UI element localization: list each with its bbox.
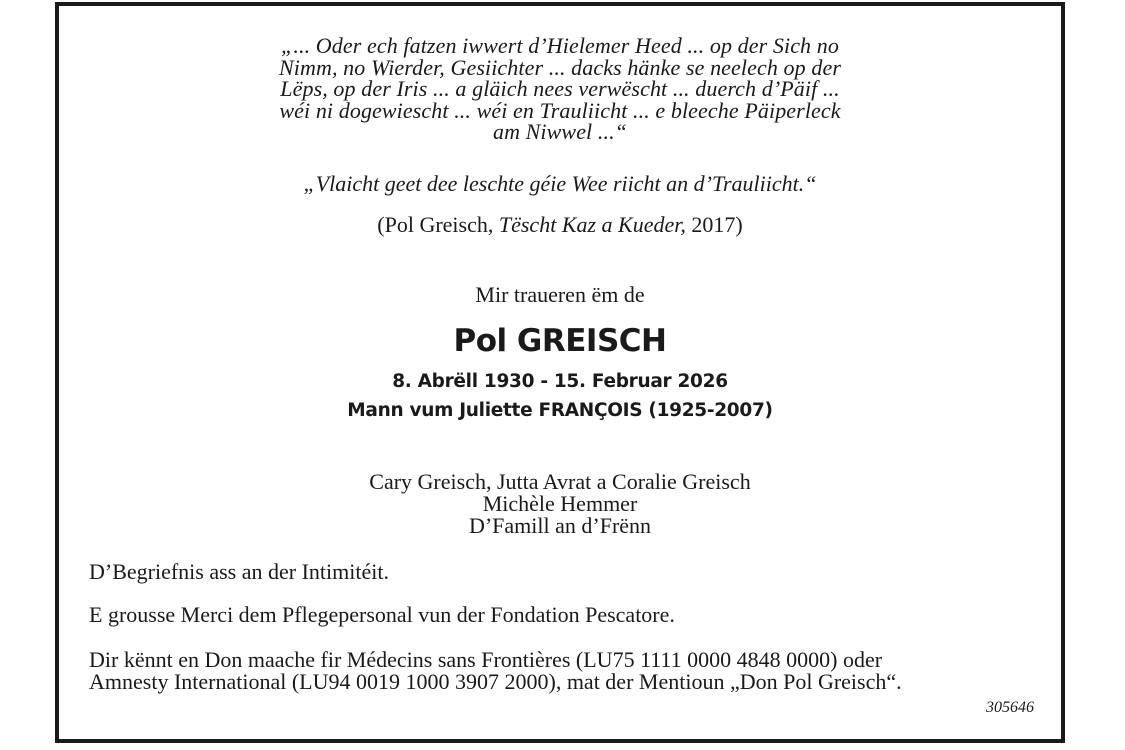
donation-note <box>89 649 902 693</box>
family-member: D’Famill an d’Frënn <box>468 513 652 538</box>
second-quote: „Vlaicht geet dee leschte géie Wee riicht an d’Trauliicht.“ <box>303 171 817 196</box>
obituary-notice <box>55 2 1065 743</box>
citation-book-title: Tëscht Kaz a Kueder, <box>498 212 686 237</box>
quote-line: Nimm, no Wierder, Gesiichter ... dacks hänke se neelech op der <box>279 54 841 80</box>
quote-line: wéi ni dogewiescht ... wéi en Trauliicht ... e bleeche Päiperleck <box>279 97 841 123</box>
quote-citation <box>59 213 1061 237</box>
quote-line: „... Oder ech fatzen iwwert d’Hielemer Heed ... op der Sich no <box>281 33 839 58</box>
reference-number: 305646 <box>986 699 1034 716</box>
deceased-name: Pol GREISCH <box>453 323 667 359</box>
thanks-note: E grousse Merci dem Pflegepersonal vun der Fondation Pescatore. <box>89 602 675 627</box>
family-member: Michèle Hemmer <box>482 491 638 516</box>
family-list <box>59 471 1061 537</box>
spouse-line: Mann vum Juliette FRANÇOIS (1925-2007) <box>347 400 773 421</box>
donation-line: Amnesty International (LU94 0019 1000 3907 2000), mat der Mentioun „Don Pol Greisch“. <box>89 669 902 694</box>
family-member: Cary Greisch, Jutta Avrat a Coralie Greisch <box>369 469 751 494</box>
mourning-intro: Mir traueren ëm de <box>475 282 645 307</box>
quote-line: am Niwwel ...“ <box>492 119 628 144</box>
poem-quote <box>59 35 1061 143</box>
burial-note: D’Begriefnis ass an der Intimitéit. <box>89 559 389 584</box>
citation-author: (Pol Greisch, <box>377 212 499 237</box>
quote-line: Lëps, op der Iris ... a gläich nees verwëscht ... duerch d’Päif ... <box>280 76 840 101</box>
citation-year: 2017) <box>685 212 743 237</box>
donation-line: Dir kënnt en Don maache fir Médecins sans Frontières (LU75 1111 0000 4848 0000) oder <box>89 647 883 672</box>
life-dates: 8. Abrëll 1930 - 15. Februar 2026 <box>392 371 728 392</box>
